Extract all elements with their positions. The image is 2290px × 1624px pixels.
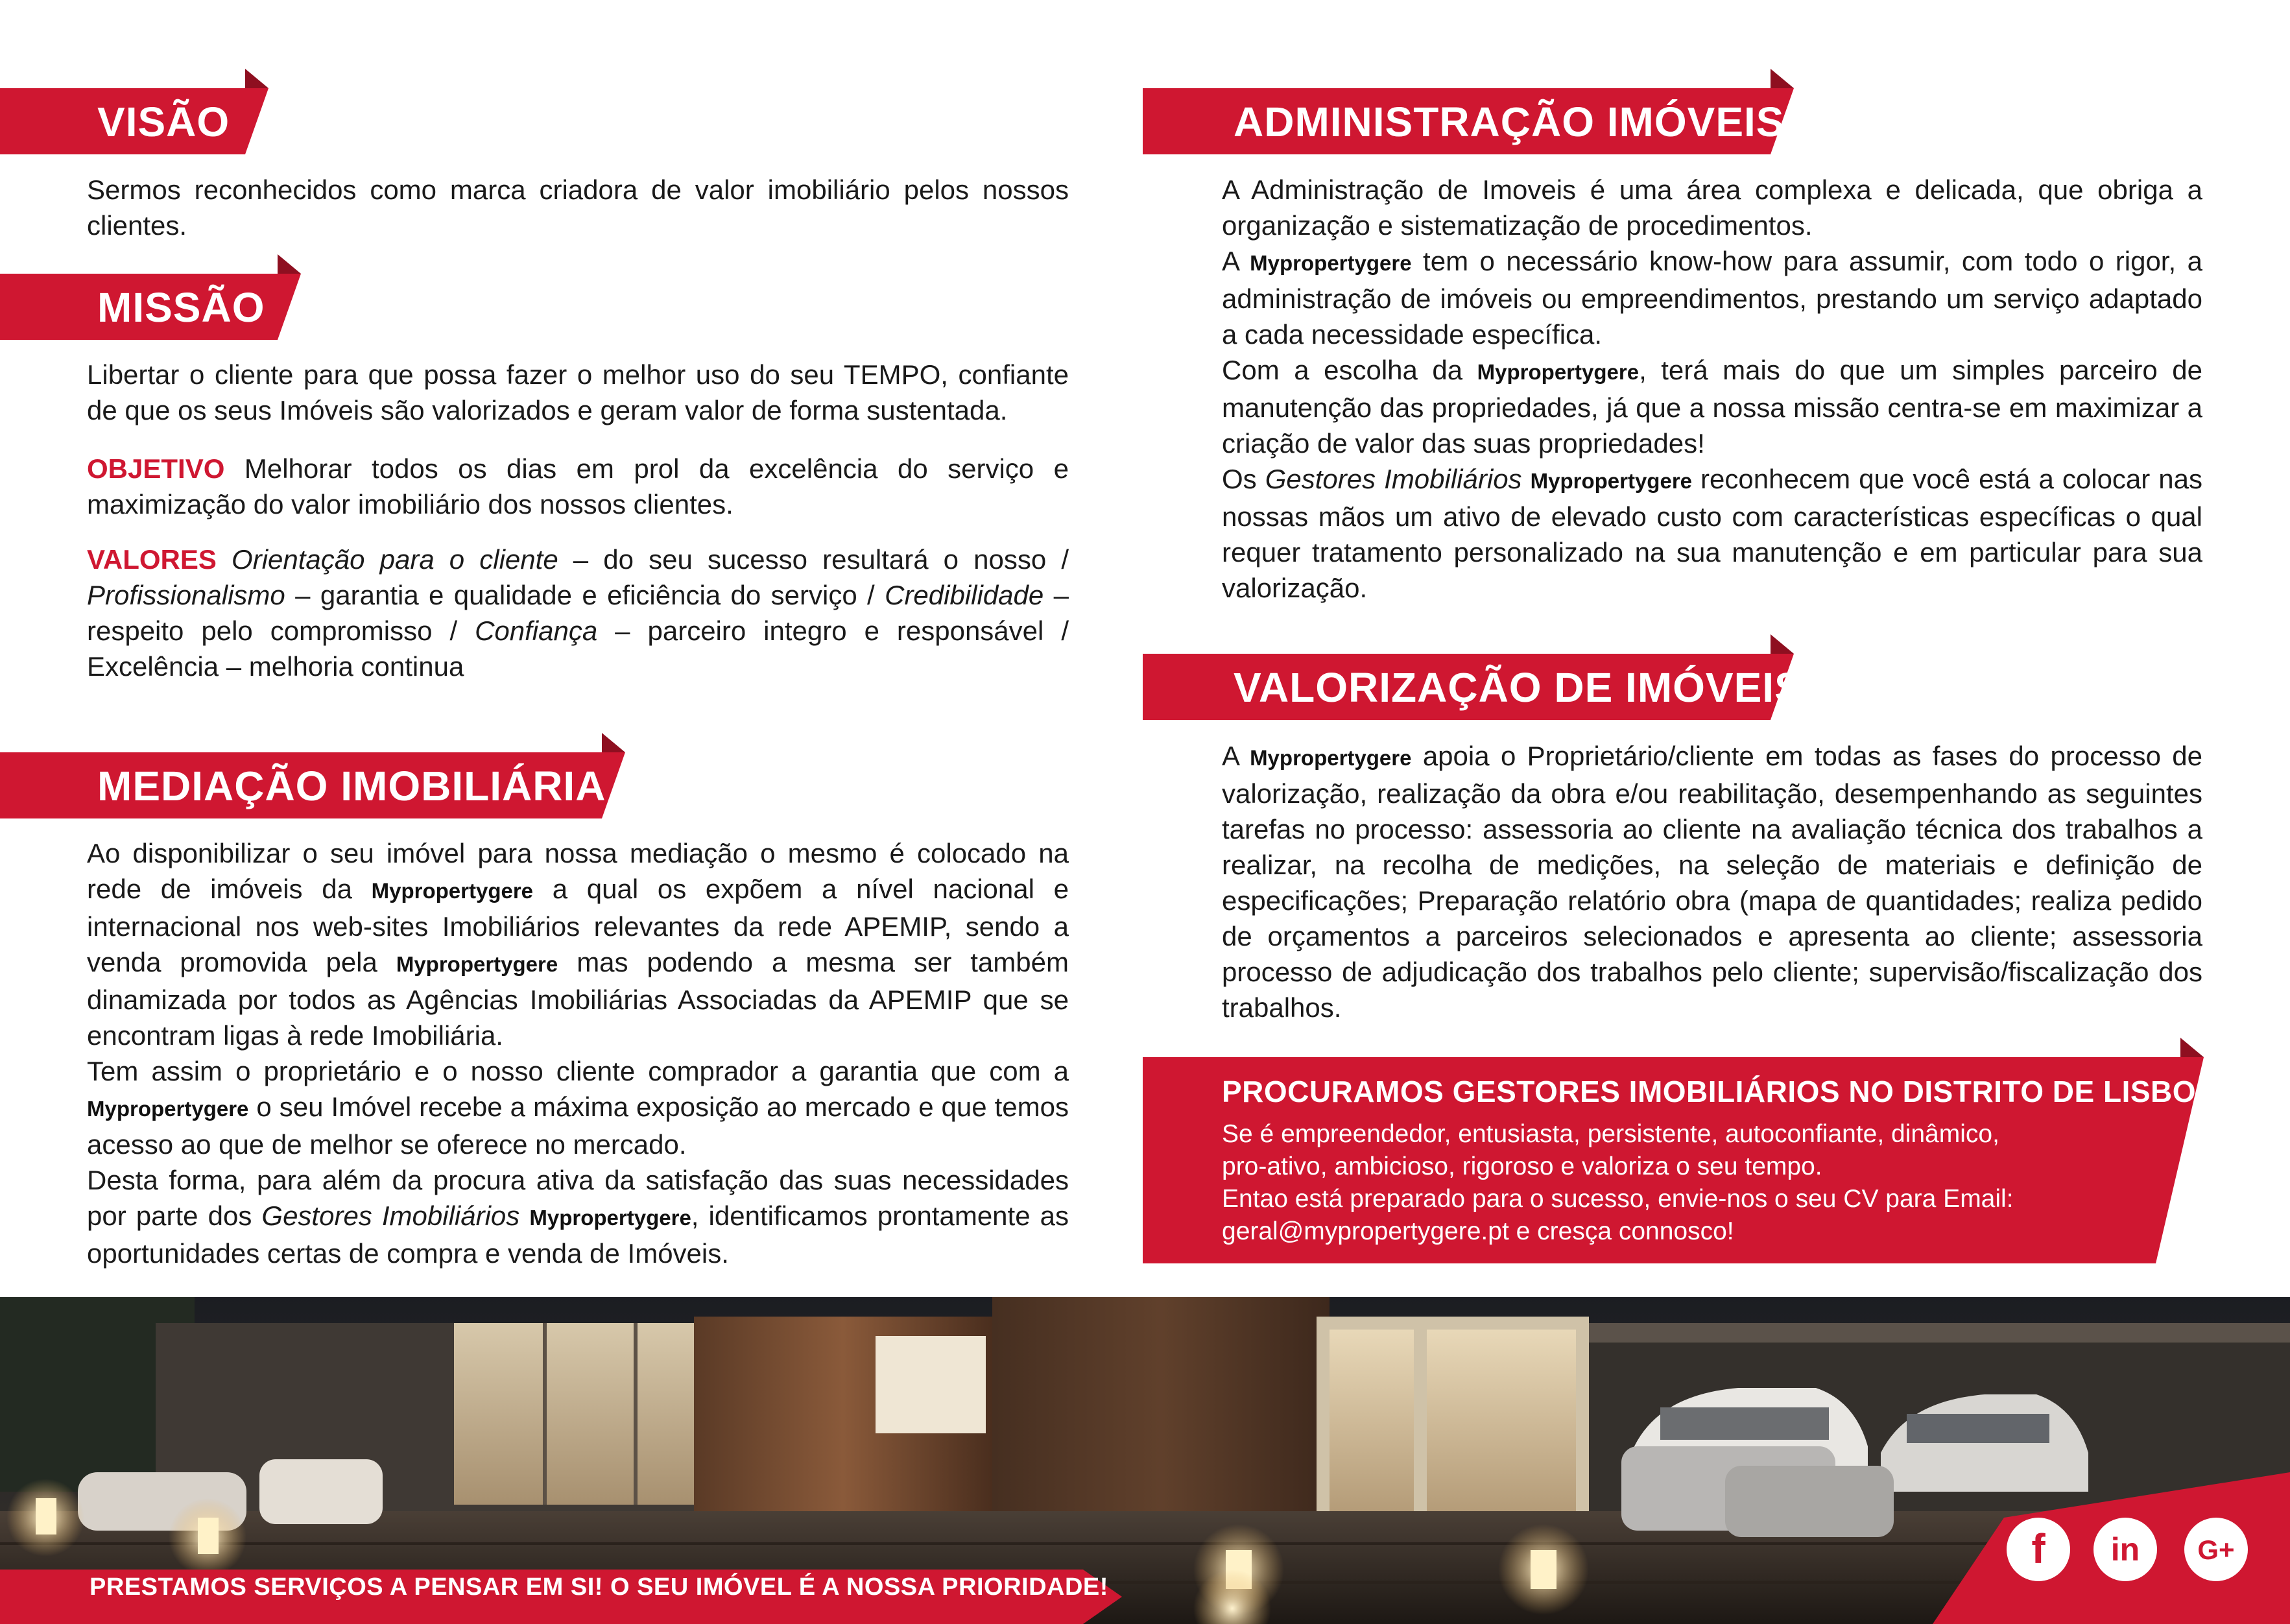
valor-3-text: – respeito pelo compromisso / [87,580,1069,646]
recruitment-title: PROCURAMOS GESTORES IMOBILIÁRIOS NO DISTRITO DE LISBOA [1222,1075,2218,1108]
valor-3-name: Credibilidade [885,580,1044,610]
missao-paragraph: Libertar o cliente para que possa fazer o melhor uso do seu TEMPO, confiante de que os seus Imóveis são valorizados e geram valor de forma sustentada. [87,359,1069,425]
linkedin-icon[interactable] [2093,1518,2157,1581]
administracao-paragraph-2 [1222,243,2202,352]
objetivo-body: Melhorar todos os dias em prol da excelência do serviço e maximização do valor imobiliário dos nossos clientes. [87,453,1069,519]
recruitment-text [1222,1118,2130,1248]
brand-name: Mypropertygere [1250,251,1412,275]
administracao-p3a: Com a escolha da [1222,355,1477,385]
linkedin-glyph: in [2110,1531,2140,1568]
administracao-paragraph-1: A Administração de Imoveis é uma área complexa e delicada, que obriga a organização e sistematização de procedimentos. [1222,174,2202,241]
mediacao-p1c: mas podendo a mesma ser também dinamizada por todos as Agências Imobiliárias Associadas da APEMIP que se encontram ligas à rede Imobiliária. [87,947,1069,1051]
administracao-paragraph-4 [1222,461,2202,606]
mediacao-p3a: Desta forma, para além da procura ativa da satisfação das suas necessidades por parte dos [87,1165,1069,1231]
brand-name: Mypropertygere [87,1097,249,1121]
administracao-p2b: tem o necessário know-how para assumir, com todo o rigor, a administração de imóveis ou empreendimentos, prestando um serviço adaptado a cada necessidade específica. [1222,246,2202,350]
mediacao-text [87,835,1069,1271]
google-plus-icon[interactable] [2184,1518,2248,1581]
mediacao-p3b: , identificamos prontamente as oportunidades certas de compra e venda de Imóveis. [87,1200,1069,1269]
administracao-p2a: A [1222,246,1250,276]
valor-1-text: – do seu sucesso resultará o nosso / [558,544,1069,575]
brand-name: Mypropertygere [1250,746,1412,770]
brand-name: Mypropertygere [1530,469,1693,493]
mediacao-paragraph-1 [87,835,1069,1053]
valorizacao-title: VALORIZAÇÃO DE IMÓVEIS [1234,664,1803,711]
administracao-p3b: , terá mais do que um simples parceiro de manutenção das propriedades, já que a nossa missão centra-se em maximizar a criação de valor das suas propriedades! [1222,355,2202,459]
valorizacao-p1a: A [1222,741,1250,771]
mediacao-paragraph-2 [87,1053,1069,1162]
valorizacao-banner [1143,634,1803,720]
footer-tagline: PRESTAMOS SERVIÇOS A PENSAR EM SI! O SEU IMÓVEL É A NOSSA PRIORIDADE! [89,1573,1108,1601]
brand-name: Mypropertygere [1477,360,1640,384]
recruitment-box [1143,1038,2219,1263]
recruitment-line-2: pro-ativo, ambicioso, rigoroso e valoriza o seu tempo. [1222,1152,1822,1180]
mediacao-p3-em: Gestores Imobiliários [261,1200,520,1231]
mediacao-p1b: a qual os expõem a nível nacional e internacional nos web-sites Imobiliários relevantes da rede APEMIP, sendo a venda promovida pela [87,874,1069,977]
mediacao-title: MEDIAÇÃO IMOBILIÁRIA [97,763,606,809]
administracao-p4b: reconhecem que você está a colocar nas nossas mãos um ativo de elevado custo com características específicas o qual requer tratamento personalizado na sua manutenção e em particular para sua valorização. [1222,464,2203,603]
valores-text [87,542,1069,684]
recruitment-line-3: Entao está preparado para o sucesso, envie-nos o seu CV para Email: [1222,1185,2014,1213]
objetivo-text [87,451,1069,522]
mediacao-banner [0,733,629,818]
valor-2-text: – garantia e qualidade e eficiência do serviço / [285,580,885,610]
objetivo-label: OBJETIVO [87,453,225,484]
missao-text [87,357,1069,428]
visao-paragraph: Sermos reconhecidos como marca criadora de valor imobiliário pelos nossos clientes. [87,174,1069,241]
administracao-title: ADMINISTRAÇÃO IMÓVEIS [1234,99,1785,145]
administracao-p4-em: Gestores Imobiliários [1265,464,1522,494]
visao-banner [0,69,272,154]
visao-title: VISÃO [97,99,230,145]
administracao-text [1222,172,2202,606]
missao-title: MISSÃO [97,284,265,331]
mediacao-p1a: Ao disponibilizar o seu imóvel para nossa mediação o mesmo é colocado na rede de imóveis da [87,838,1069,904]
valor-4-text: – parceiro integro e responsável / Excelência – melhoria continua [87,615,1069,682]
brand-name: Mypropertygere [396,952,558,976]
facebook-icon[interactable] [2007,1518,2070,1581]
mediacao-p2b: o seu Imóvel recebe a máxima exposição ao mercado e que temos acesso ao que de melhor se oferece no mercado. [87,1092,1069,1160]
mediacao-paragraph-3 [87,1162,1069,1271]
valor-1-name: Orientação para o cliente [232,544,558,575]
valorizacao-text [1222,738,2202,1025]
objetivo-paragraph [87,451,1069,522]
administracao-paragraph-3 [1222,352,2202,461]
valorizacao-p1b: apoia o Proprietário/cliente em todas as fases do processo de valorização, realização da obra e/ou reabilitação, desempenhando as seguintes tarefas no processo: assessoria ao cliente na avaliação técnica dos trabalhos a realizar, na recolha de medições, na seleção de materiais e definição de especificações; Preparação relatório obra (mapa de quantidades; realiza pedido de orçamentos a parceiros selecionados e apresenta ao cliente; assessoria processo de adjudicação dos trabalhos pelo cliente; supervisão/fiscalização dos trabalhos. [1222,741,2202,1023]
recruitment-line-4: geral@mypropertygere.pt e cresça connosco! [1222,1217,1734,1245]
administracao-p4a: Os [1222,464,1265,494]
recruitment-line-1: Se é empreendedor, entusiasta, persistente, autoconfiante, dinâmico, [1222,1120,1999,1148]
google-plus-glyph: G+ [2197,1534,2235,1565]
missao-banner [0,254,305,340]
visao-text [87,172,1069,243]
brand-name: Mypropertygere [529,1206,691,1230]
valores-label: VALORES [87,544,217,575]
brand-name: Mypropertygere [371,879,534,903]
administracao-banner [1143,69,1798,154]
facebook-glyph: f [2031,1525,2045,1572]
valores-paragraph [87,542,1069,684]
valor-4-name: Confiança [475,615,598,646]
valorizacao-paragraph [1222,738,2202,1025]
valor-2-name: Profissionalismo [87,580,285,610]
mediacao-p2a: Tem assim o proprietário e o nosso cliente comprador a garantia que com a [87,1056,1069,1086]
